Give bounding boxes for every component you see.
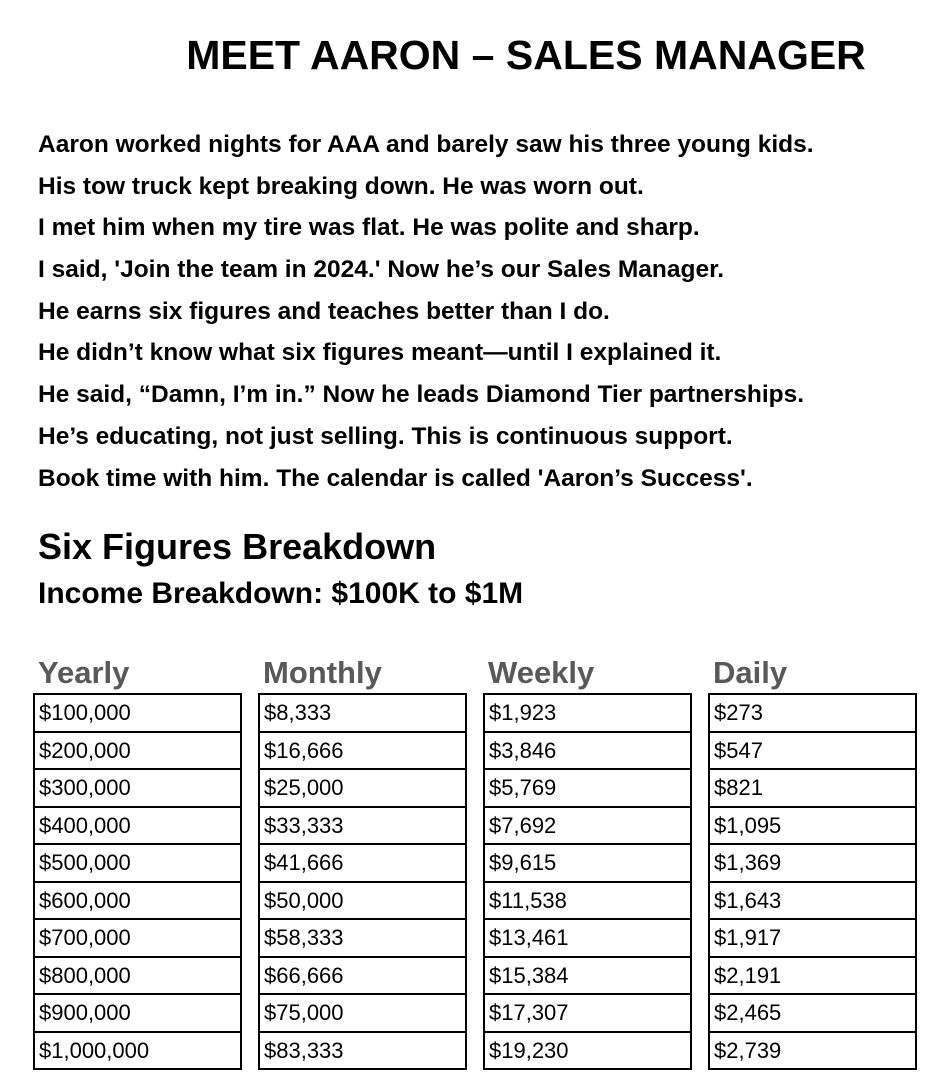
daily-table [708,693,917,1070]
story-line: I said, 'Join the team in 2024.' Now he’s our Sales Manager. [38,256,725,284]
table-cell: $83,333 [260,1033,465,1071]
table-cell: $800,000 [35,958,240,996]
table-cell: $1,000,000 [35,1033,240,1071]
column-header-weekly: Weekly [488,655,595,690]
table-cell: $200,000 [35,733,240,771]
yearly-table [33,693,242,1070]
story-line: I met him when my tire was flat. He was polite and sharp. [38,214,700,242]
table-cell: $547 [710,733,915,771]
daily-column [708,652,917,1070]
table-cell: $8,333 [260,695,465,733]
story-line: He didn’t know what six figures meant—until I explained it. [38,339,722,367]
story-line: He said, “Damn, I’m in.” Now he leads Diamond Tier partnerships. [38,381,805,409]
story-line: He’s educating, not just selling. This is continuous support. [38,422,733,450]
story-line: His tow truck kept breaking down. He was worn out. [38,172,644,200]
table-cell: $500,000 [35,845,240,883]
table-cell: $2,191 [710,958,915,996]
monthly-column [258,652,467,1070]
monthly-table [258,693,467,1070]
table-cell: $1,643 [710,883,915,921]
weekly-table [483,693,692,1070]
page-title: MEET AARON – SALES MANAGER [186,32,866,78]
table-cell: $2,465 [710,995,915,1033]
table-cell: $1,917 [710,920,915,958]
table-cell: $50,000 [260,883,465,921]
table-cell: $1,095 [710,808,915,846]
table-cell: $9,615 [485,845,690,883]
table-cell: $300,000 [35,770,240,808]
table-cell: $3,846 [485,733,690,771]
breakdown-subheading: Income Breakdown: $100K to $1M [38,577,524,610]
column-header-monthly: Monthly [263,655,382,690]
weekly-column [483,652,692,1070]
story-paragraph [38,124,814,499]
table-cell: $2,739 [710,1033,915,1071]
table-cell: $41,666 [260,845,465,883]
table-cell: $66,666 [260,958,465,996]
table-cell: $33,333 [260,808,465,846]
table-cell: $900,000 [35,995,240,1033]
story-line: Book time with him. The calendar is called 'Aaron’s Success'. [38,464,753,492]
column-header-yearly: Yearly [38,655,130,690]
table-cell: $16,666 [260,733,465,771]
table-cell: $13,461 [485,920,690,958]
table-cell: $58,333 [260,920,465,958]
breakdown-heading: Six Figures Breakdown [38,526,437,567]
table-cell: $7,692 [485,808,690,846]
table-cell: $273 [710,695,915,733]
table-cell: $1,369 [710,845,915,883]
table-cell: $15,384 [485,958,690,996]
table-cell: $11,538 [485,883,690,921]
table-cell: $17,307 [485,995,690,1033]
yearly-column [33,652,242,1070]
table-cell: $19,230 [485,1033,690,1071]
table-cell: $821 [710,770,915,808]
story-line: He earns six figures and teaches better than I do. [38,297,610,325]
table-cell: $700,000 [35,920,240,958]
column-header-daily: Daily [713,655,788,690]
story-line: Aaron worked nights for AAA and barely saw his three young kids. [38,131,814,158]
table-cell: $600,000 [35,883,240,921]
table-cell: $5,769 [485,770,690,808]
table-cell: $400,000 [35,808,240,846]
table-cell: $25,000 [260,770,465,808]
table-cell: $75,000 [260,995,465,1033]
table-cell: $1,923 [485,695,690,733]
table-cell: $100,000 [35,695,240,733]
